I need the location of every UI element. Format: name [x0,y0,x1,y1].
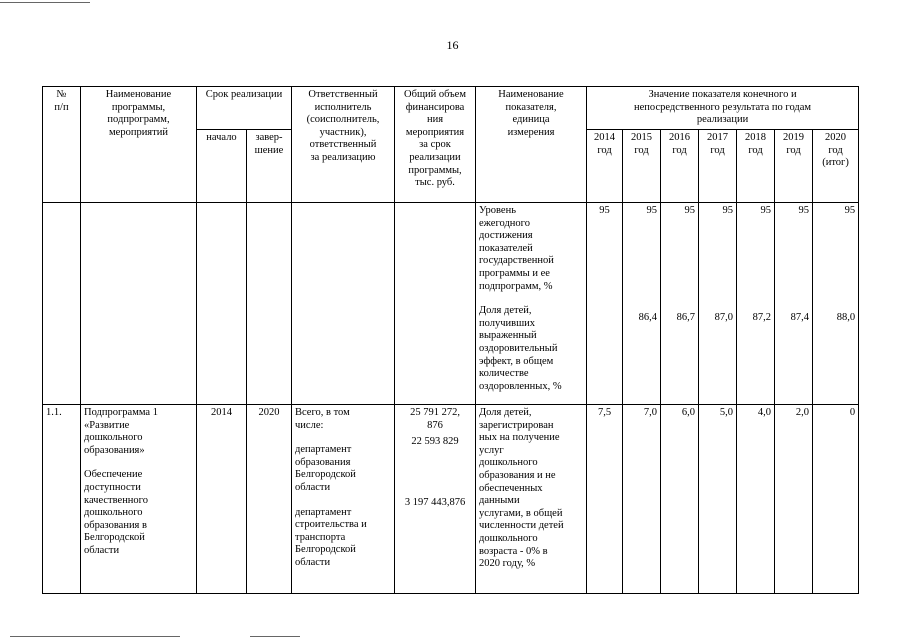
row-name: Подпрограмма 1 «Развитие дошкольного образования» Обеспечение доступности качественного дошкольного образования в Белгородской области [81,405,197,594]
value-cell: 6,0 [661,405,699,594]
scan-edge-bottom-1 [10,636,180,637]
program-table [42,86,859,594]
scan-edge-top [0,2,90,3]
table-row [43,405,859,594]
value-cell: 5,0 [699,405,737,594]
value-cell: 2,0 [775,405,813,594]
indicator-text: Доля детей, получивших выраженный оздоровительный эффект, в общем количестве оздоровленных, % [479,305,562,392]
value-cell: 95 87,0 [699,203,737,405]
header-start: начало [197,130,247,203]
header-end: завер- шение [247,130,292,203]
row-end: 2020 [247,405,292,594]
header-year-2014: 2014 год [587,130,623,203]
row-funding: 25 791 272, 876 22 593 829 3 197 443,876 [395,405,476,594]
value-cell: 4,0 [737,405,775,594]
value-cell: 95 87,2 [737,203,775,405]
indicator-cell: Доля детей, зарегистрирован ных на получение услуг дошкольного образования и не обеспеченных данными услугами, в общей численности детей дошкольного возраста - 0% в 2020 году, % [476,405,587,594]
header-name: Наименование программы, подпрограмм, мероприятий [81,87,197,203]
row-start: 2014 [197,405,247,594]
header-year-2020: 2020 год (итог) [813,130,859,203]
value-cell: 95 88,0 [813,203,859,405]
value-cell: 95 87,4 [775,203,813,405]
value-cell: 95 [587,203,623,405]
table-row [43,203,859,405]
header-year-2016: 2016 год [661,130,699,203]
header-num: № п/п [43,87,81,203]
value-cell: 95 86,4 [623,203,661,405]
header-year-2019: 2019 год [775,130,813,203]
header-values: Значение показателя конечного и непосредственного результата по годам реализации [587,87,859,130]
header-period: Срок реализации [197,87,292,130]
page-number: 16 [446,38,459,52]
header-responsible: Ответственный исполнитель (соисполнитель, участник), ответственный за реализацию [292,87,395,203]
row-responsible: Всего, в том числе: департамент образования Белгородской области департамент строительства и транспорта Белгородской области [292,405,395,594]
row-num: 1.1. [43,405,81,594]
header-year-2017: 2017 год [699,130,737,203]
scan-edge-bottom-2 [250,636,300,637]
value-cell: 7,0 [623,405,661,594]
value-cell: 7,5 [587,405,623,594]
header-year-2015: 2015 год [623,130,661,203]
value-cell: 0 [813,405,859,594]
header-year-2018: 2018 год [737,130,775,203]
value-cell: 95 86,7 [661,203,699,405]
indicator-cell [476,203,587,405]
header-funding: Общий объем финансирова ния мероприятия за срок реализации программы, тыс. руб. [395,87,476,203]
header-indicator: Наименование показателя, единица измерения [476,87,587,203]
indicator-text: Уровень ежегодного достижения показателей государственной программы и ее подпрограмм, % [479,205,554,292]
